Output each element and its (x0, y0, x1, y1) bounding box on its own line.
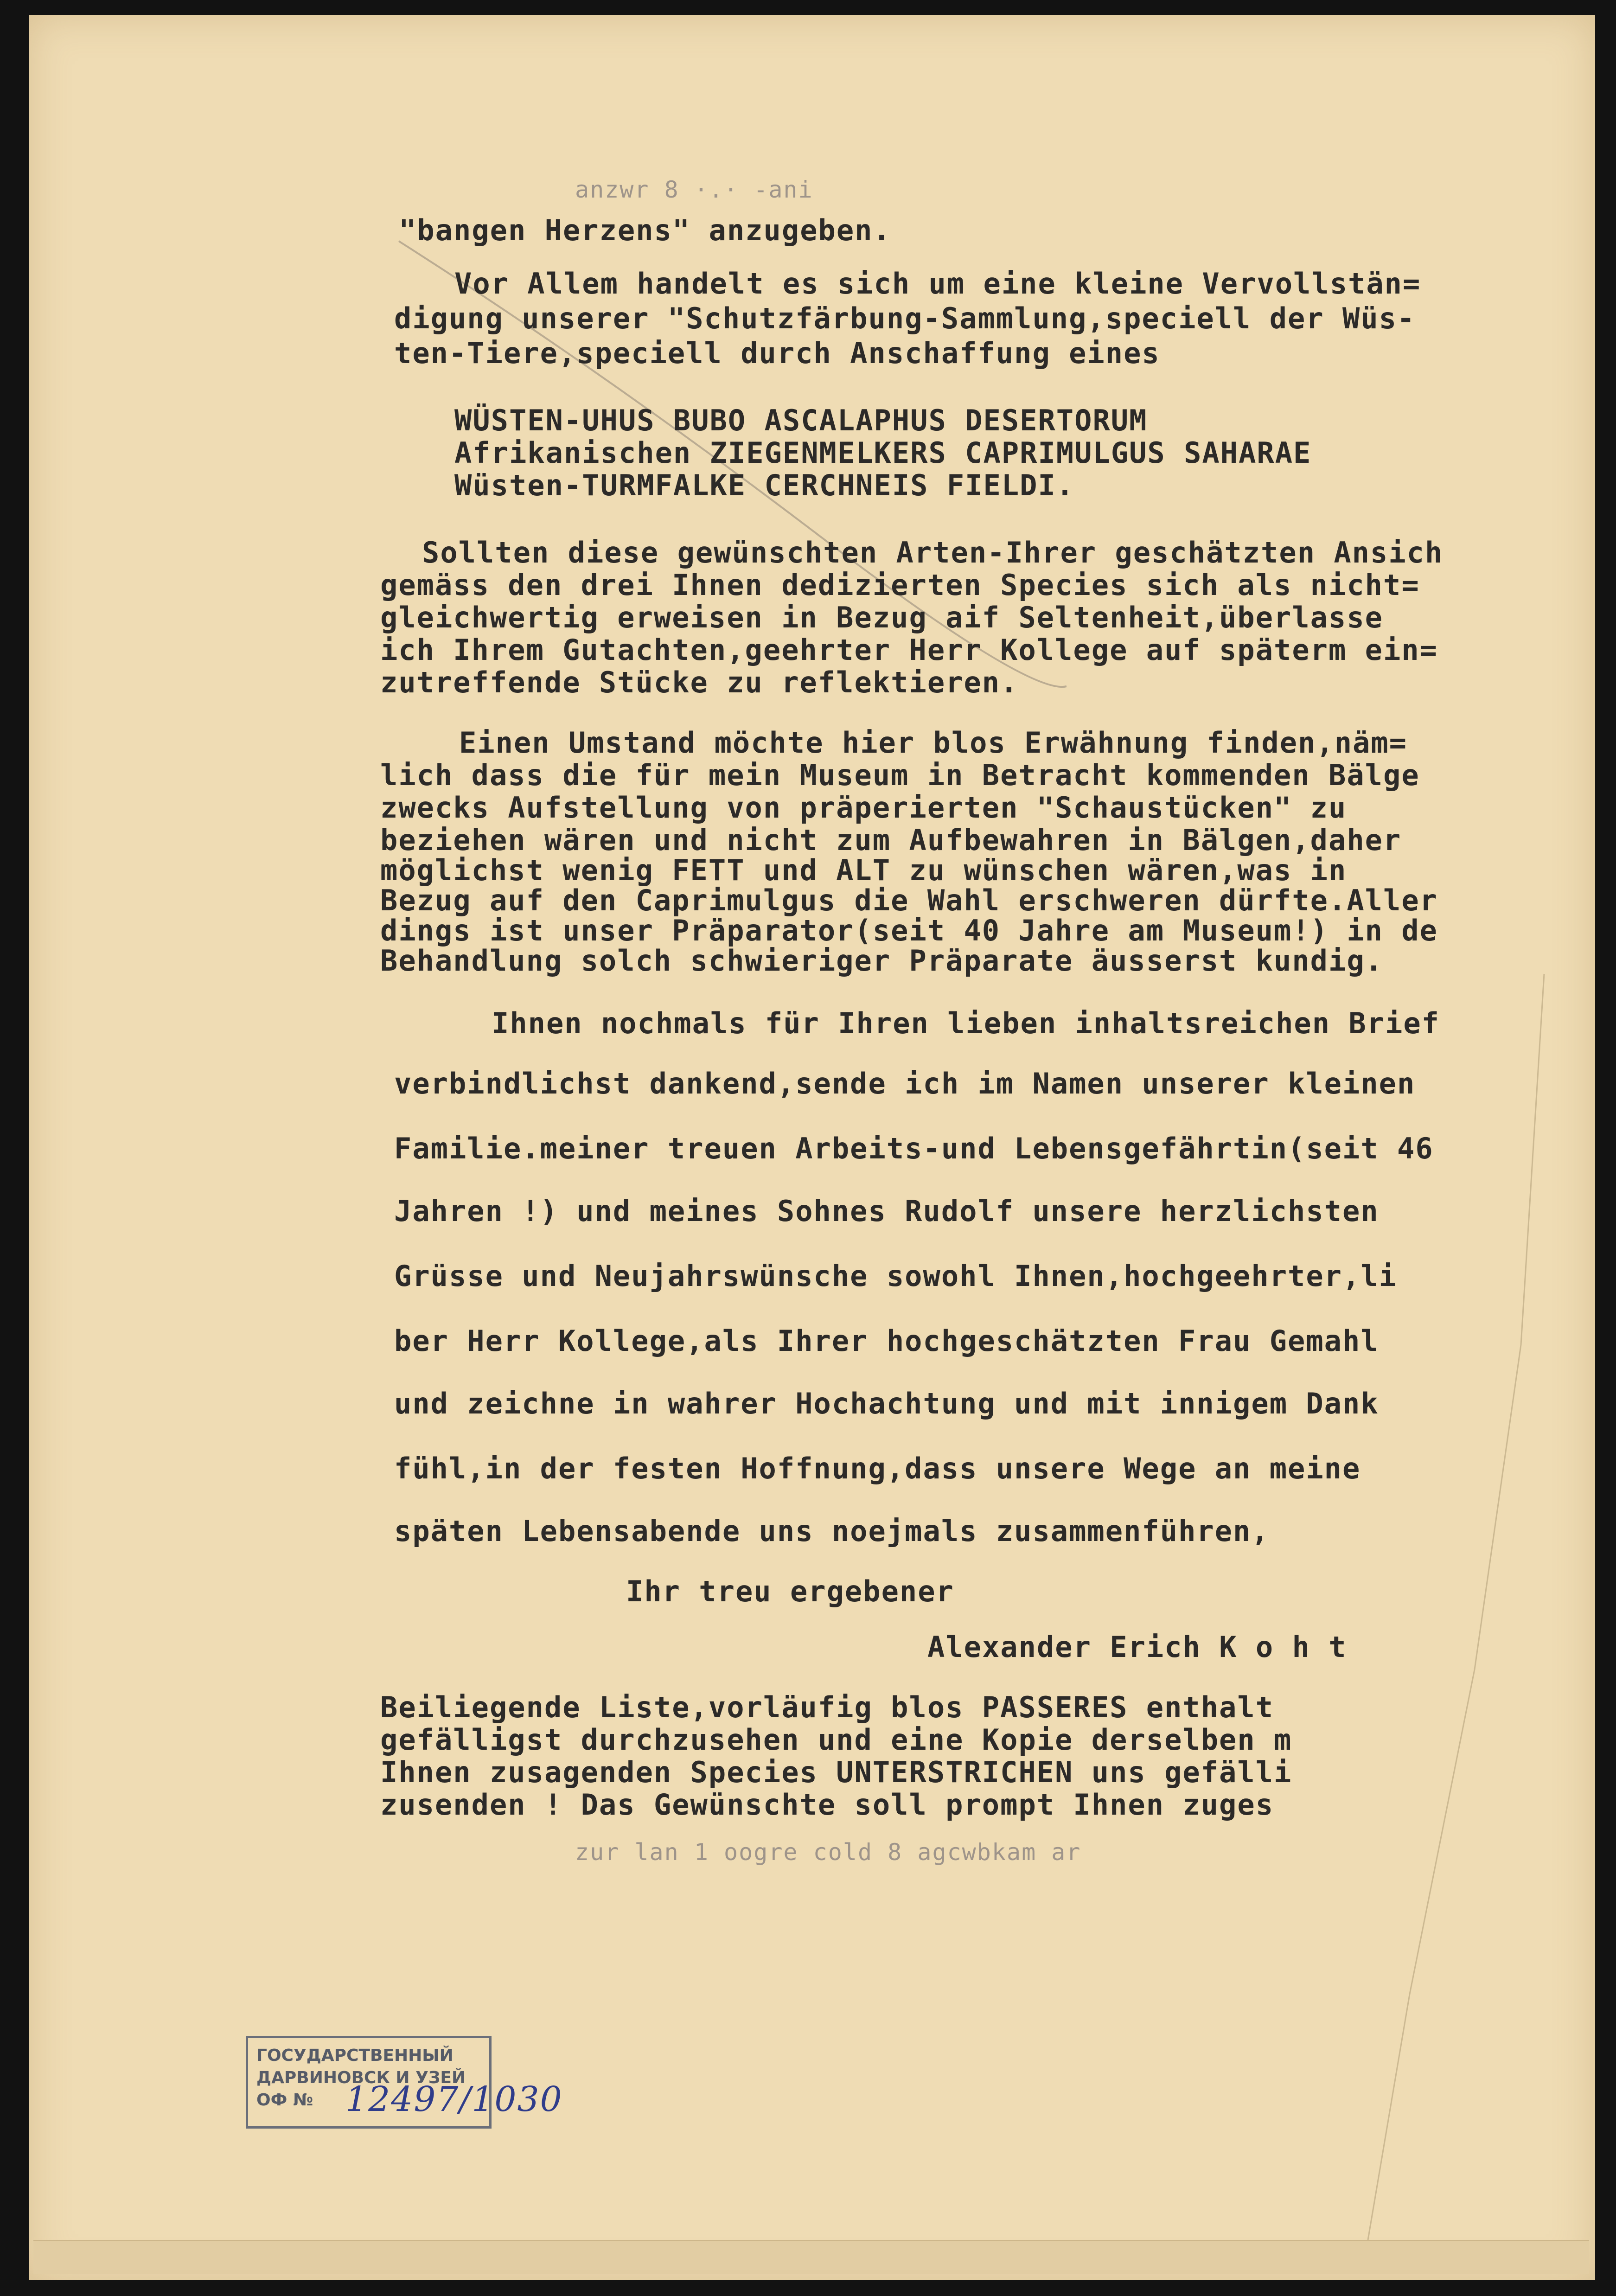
letter-line: möglichst wenig FETT und ALT zu wünschen wären,was in (380, 853, 1347, 887)
letter-line: Sollten diese gewünschten Arten-Ihrer geschätzten Ansich (422, 536, 1444, 569)
letter-line: Jahren !) und meines Sohnes Rudolf unsere herzlichsten (394, 1194, 1379, 1228)
species-line: Afrikanischen ZIEGENMELKERS CAPRIMULGUS SAHARAE (454, 436, 1312, 470)
closing-line: Ihr treu ergebener (626, 1574, 954, 1608)
letter-line: Bezug auf den Caprimulgus die Wahl erschweren dürfte.Aller (380, 883, 1438, 917)
letter-line: digung unserer "Schutzfärbung-Sammlung,speciell der Wüs- (394, 301, 1416, 335)
letter-line: "bangen Herzens" anzugeben. (399, 213, 891, 247)
postscript-line: Beiliegende Liste,vorläufig blos PASSERES enthalt (380, 1690, 1274, 1724)
faint-offset-text: zur lan 1 oogre cold 8 agcwbkam ar (575, 1839, 1081, 1866)
letter-line: zutreffende Stücke zu reflektieren. (380, 665, 1019, 699)
letter-line: dings ist unser Präparator(seit 40 Jahre am Museum!) in de (380, 914, 1438, 947)
letter-line: Ihnen nochmals für Ihren lieben inhaltsreichen Brief (492, 1006, 1440, 1040)
letter-line: lich dass die für mein Museum in Betracht kommenden Bälge (380, 758, 1420, 792)
letter-line: und zeichne in wahrer Hochachtung und mit innigem Dank (394, 1387, 1379, 1420)
stamp-line-1: ГОСУДАРСТВЕННЫЙ (256, 2046, 454, 2065)
species-line: Wüsten-TURMFALKE CERCHNEIS FIELDI. (454, 468, 1075, 502)
stamp-line-3: ОФ № (256, 2091, 313, 2110)
letter-line: Behandlung solch schwieriger Präparate äusserst kundig. (380, 944, 1383, 978)
species-line: WÜSTEN-UHUS BUBO ASCALAPHUS DESERTORUM (454, 403, 1148, 437)
letter-line: fühl,in der festen Hoffnung,dass unsere Wege an meine (394, 1452, 1361, 1485)
letter-line: späten Lebensabende uns noejmals zusammenführen, (394, 1514, 1270, 1548)
letter-line: gemäss den drei Ihnen dedizierten Species sich als nicht= (380, 568, 1420, 602)
letter-line: Vor Allem handelt es sich um eine kleine Vervollstän= (454, 267, 1421, 301)
letter-line: Familie.meiner treuen Arbeits-und Lebensgefährtin(seit 46 (394, 1132, 1434, 1165)
letter-line: zwecks Aufstellung von präperierten "Schaustücken" zu (380, 791, 1347, 825)
letter-line: ten-Tiere,speciell durch Anschaffung eines (394, 336, 1160, 370)
handwritten-inventory-number: 12497/1030 (345, 2079, 563, 2119)
letter-line: Einen Umstand möchte hier blos Erwähnung finden,näm= (459, 726, 1408, 760)
faint-offset-text: anzwr 8 ·.· -ani (575, 176, 813, 203)
letter-line: ich Ihrem Gutachten,geehrter Herr Kollege auf späterm ein= (380, 633, 1438, 667)
letter-line: gleichwertig erweisen in Bezug aif Seltenheit,überlasse (380, 601, 1383, 634)
signature-name: Alexander Erich K o h t (927, 1630, 1347, 1664)
letter-line: beziehen wären und nicht zum Aufbewahren in Bälgen,daher (380, 823, 1402, 857)
letter-line: Grüsse und Neujahrswünsche sowohl Ihnen,hochgeehrter,li (394, 1259, 1397, 1293)
letter-line: verbindlichst dankend,sende ich im Namen unserer kleinen (394, 1067, 1416, 1100)
stamp-line-2: ДАРВИНОВСК И УЗЕЙ (256, 2068, 466, 2087)
letter-line: ber Herr Kollege,als Ihrer hochgeschätzten Frau Gemahl (394, 1324, 1379, 1358)
museum-stamp (246, 2036, 563, 2129)
postscript-line: Ihnen zusagenden Species UNTERSTRICHEN uns gefälli (380, 1755, 1292, 1789)
postscript-line: zusenden ! Das Gewünschte soll prompt Ihnen zuges (380, 1788, 1274, 1822)
postscript-line: gefälligst durchzusehen und eine Kopie derselben m (380, 1723, 1292, 1757)
